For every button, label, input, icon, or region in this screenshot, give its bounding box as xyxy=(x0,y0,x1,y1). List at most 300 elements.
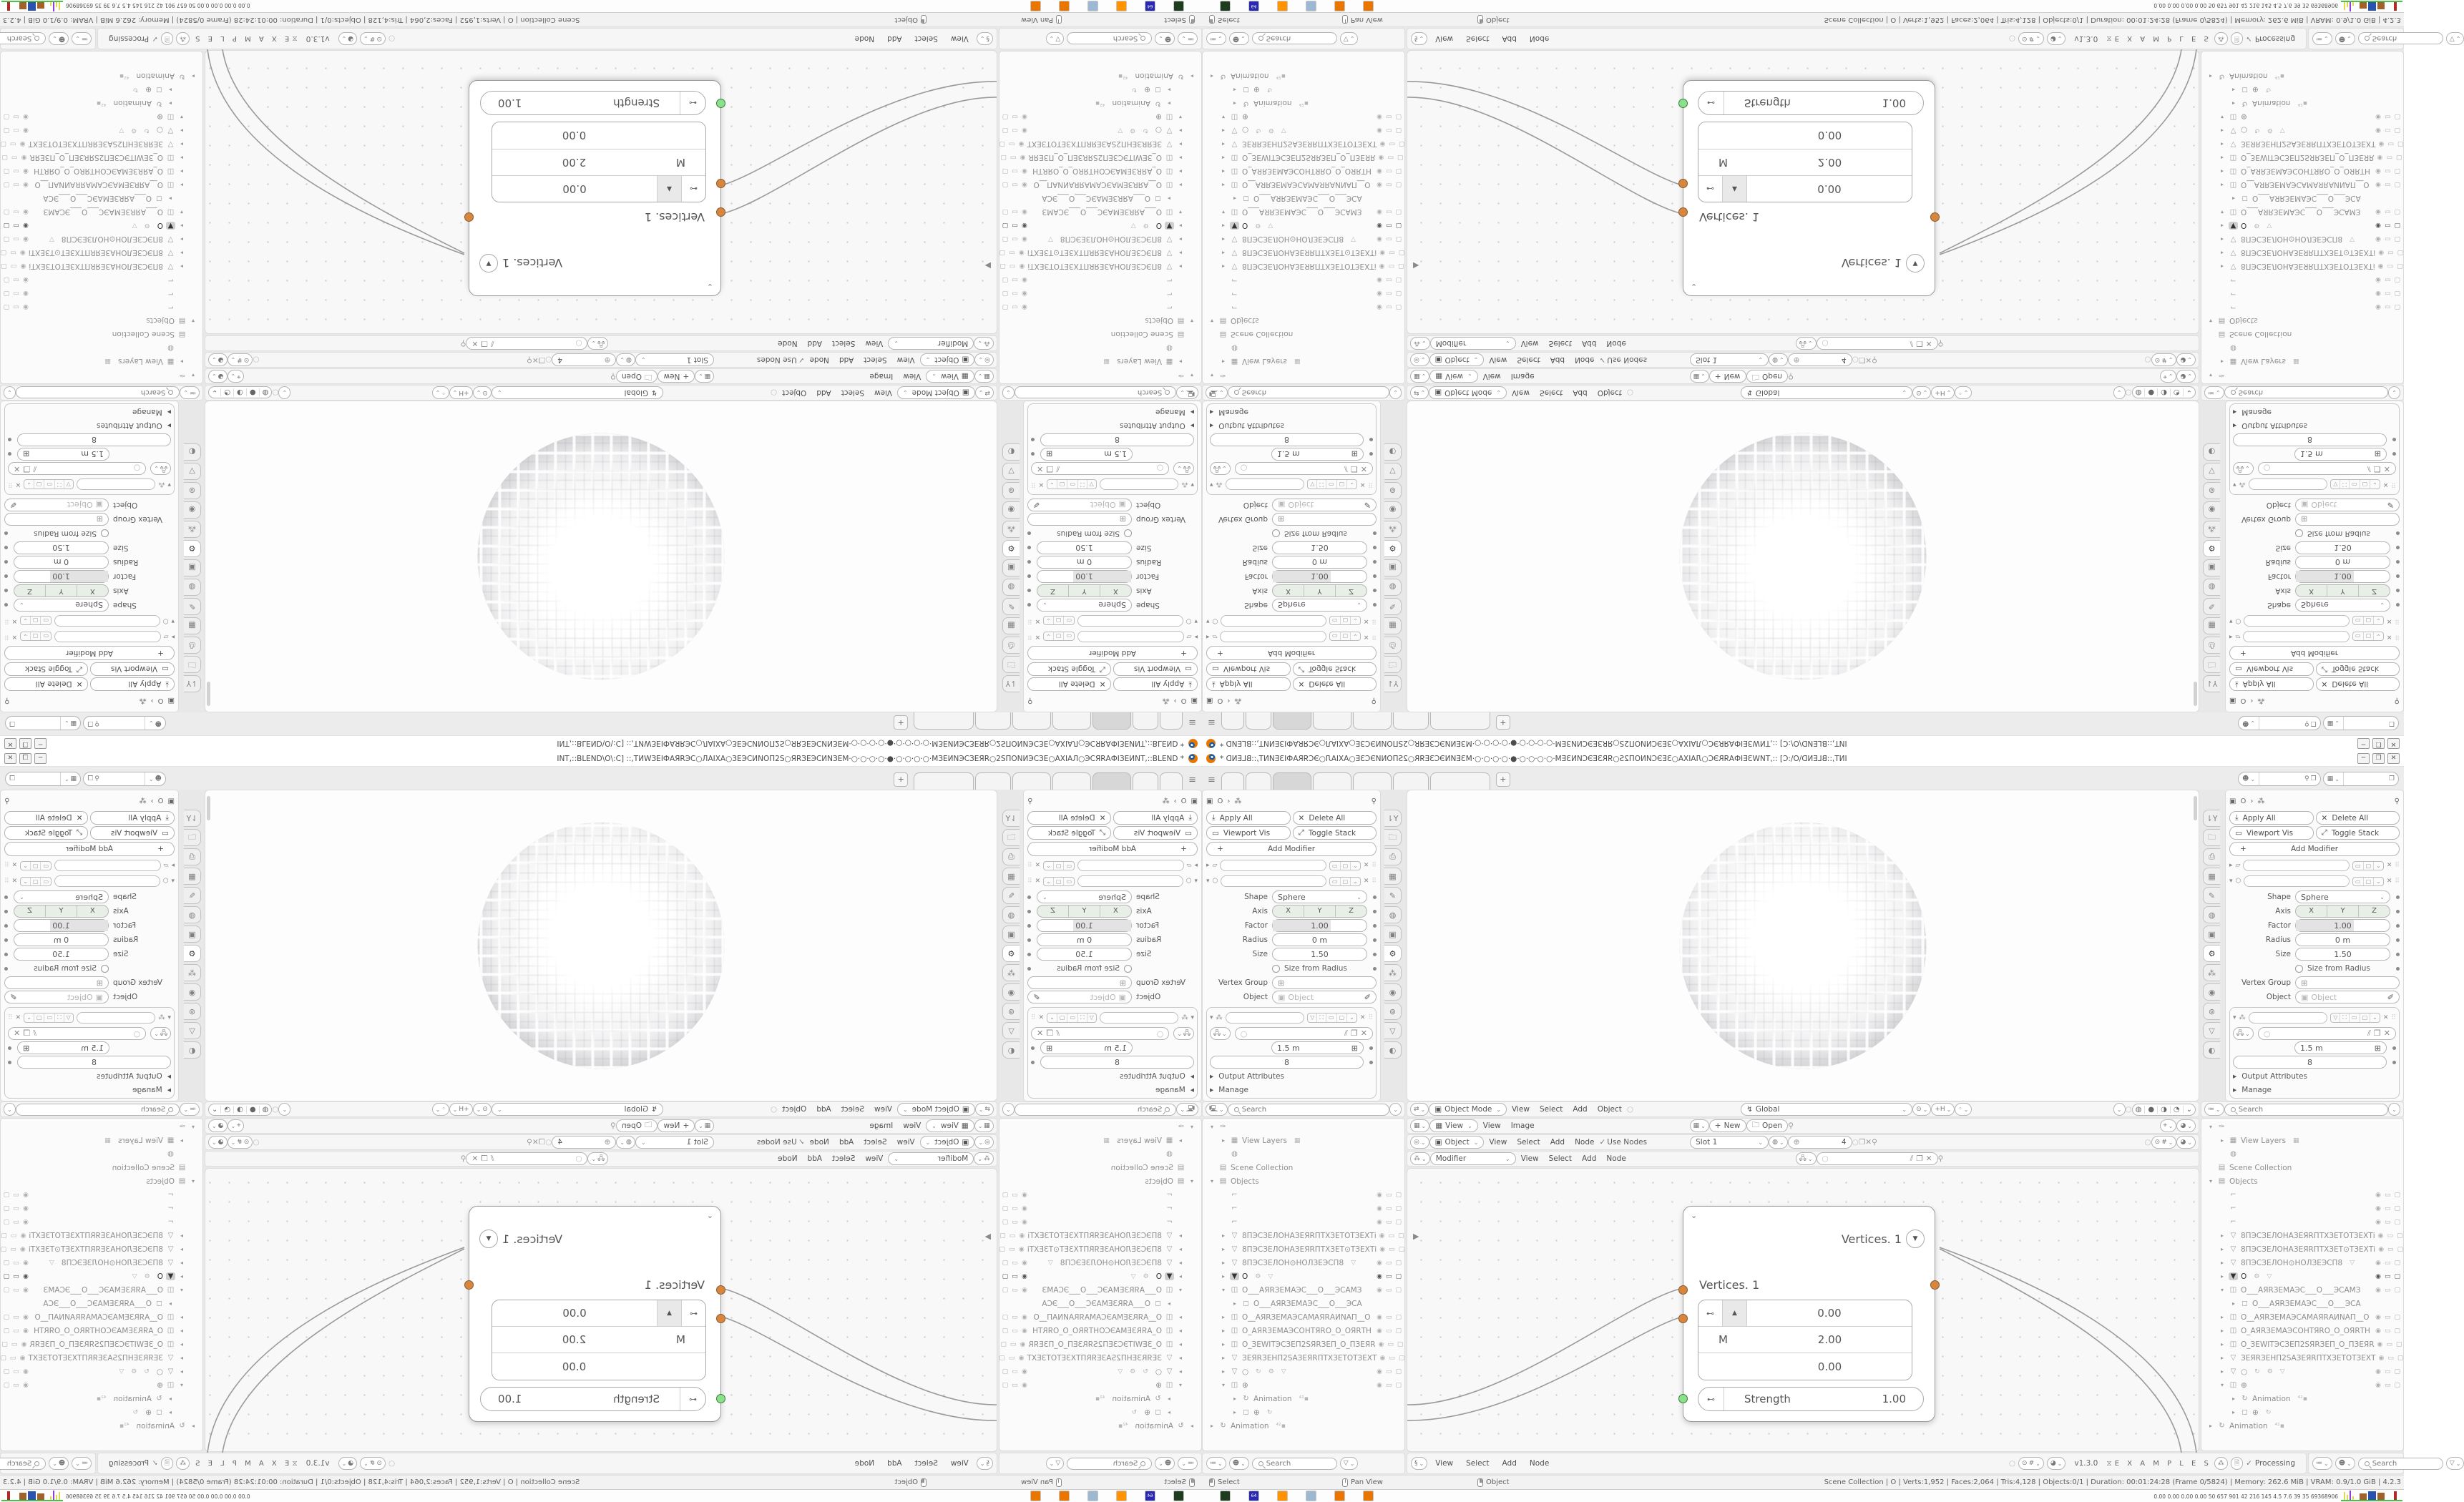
monitor-toggle-icon[interactable]: ▭ xyxy=(1063,617,1074,625)
animate-dot[interactable] xyxy=(1373,589,1377,593)
output-socket-vertices[interactable] xyxy=(464,212,474,222)
shading-wireframe-icon[interactable]: ◍ xyxy=(259,389,272,397)
outliner-item-label[interactable]: O_ЗЕWIТЭСЗЕП2SЯRЗЕП_O_ПЗЕЯR xyxy=(29,153,163,162)
search-input[interactable] xyxy=(2239,1106,2303,1114)
outliner-search[interactable] xyxy=(16,1104,180,1116)
render-disable-icon[interactable]: ▢ xyxy=(2397,1245,2404,1253)
outliner-row[interactable] xyxy=(2204,300,2400,314)
image-browse-dropdown[interactable]: ◍ ⌄ xyxy=(616,1136,635,1149)
viewport-3d[interactable] xyxy=(205,401,997,712)
shading-mode-buttons[interactable] xyxy=(2132,387,2196,399)
breadcrumb-object-id[interactable]: O xyxy=(2240,797,2247,805)
animate-dot[interactable] xyxy=(8,438,11,442)
pin-icon[interactable]: ⚲ xyxy=(527,355,532,364)
axis-toggle-group[interactable]: X Y Z xyxy=(1272,905,1367,918)
viewport-disable-icon[interactable]: ▭ xyxy=(13,1368,20,1375)
physics-icon[interactable]: ◉ xyxy=(1384,983,1402,1001)
outliner-item-label[interactable]: ○ xyxy=(1155,1367,1162,1376)
delete-all-button[interactable]: ✕ Delete All xyxy=(2316,677,2400,691)
apply-all-button[interactable]: ⤓ Apply All xyxy=(1114,677,1198,691)
render-disable-icon[interactable]: ▢ xyxy=(2394,1272,2400,1280)
hide-eye-icon[interactable]: ◉ xyxy=(1022,127,1027,134)
outliner-row[interactable] xyxy=(1206,83,1402,97)
outliner-row[interactable] xyxy=(1206,232,1402,246)
node-group-type-dropdown[interactable]: 🖧 ⌄ xyxy=(1210,462,1231,475)
apply-all-button[interactable]: ⤓ Apply All xyxy=(2229,677,2314,691)
node-group-type-dropdown[interactable]: 🖧 ⌄ xyxy=(1210,1027,1231,1040)
menu-image[interactable]: Image xyxy=(869,372,894,381)
outliner-item-label[interactable]: ЗЕЯRЗЕНП2SАЗЕЯRПТХЗЕТОТЗЕХТ xyxy=(28,139,163,149)
render-disable-icon[interactable]: ▢ xyxy=(2397,140,2404,148)
node-canvas[interactable] xyxy=(1407,1168,2199,1452)
render-disable-icon[interactable]: ▢ xyxy=(1002,303,1009,311)
object-field[interactable]: ▣ Object ✐ xyxy=(1027,499,1132,511)
shape-dropdown[interactable]: Sphere ⌄ xyxy=(1272,599,1367,612)
render-disable-icon[interactable]: ▢ xyxy=(1002,1218,1009,1226)
viewport-disable-icon[interactable]: ▭ xyxy=(2387,140,2394,148)
outliner-row[interactable] xyxy=(2204,69,2400,83)
image-name-field[interactable]: ⊕ 4 xyxy=(552,353,616,366)
overlay-dropdown[interactable]: ◕ ⌄ xyxy=(2176,1136,2196,1149)
vertex-group-field[interactable] xyxy=(1027,976,1132,989)
outliner-item-label[interactable]: Objects xyxy=(1231,316,1259,325)
pin-icon[interactable]: ⚲ xyxy=(460,339,466,348)
scene-icon[interactable]: ✎ xyxy=(1384,887,1402,904)
close-icon[interactable]: ✕ xyxy=(1359,481,1366,488)
editor-type-dropdown[interactable]: ⇄ ⌄ xyxy=(975,1103,994,1116)
close-icon[interactable]: ✕ xyxy=(1038,1014,1045,1021)
outliner-row[interactable] xyxy=(1002,1147,1198,1161)
outliner-row[interactable] xyxy=(2204,1161,2400,1174)
close-icon[interactable]: ✕ xyxy=(2386,862,2392,869)
hide-eye-icon[interactable]: ◉ xyxy=(2375,235,2381,243)
viewport-disable-icon[interactable]: ▭ xyxy=(2384,1218,2391,1226)
pin-icon[interactable]: ⚲ xyxy=(1027,697,1033,705)
outliner-search[interactable] xyxy=(1228,1104,1390,1116)
filter-owner-dropdown[interactable]: ☻ ⌄ xyxy=(49,32,69,45)
hide-eye-icon[interactable]: ◉ xyxy=(23,276,29,284)
close-icon[interactable]: ✕ xyxy=(2383,464,2390,473)
render-disable-icon[interactable]: ▢ xyxy=(2394,290,2400,298)
hamburger-icon[interactable]: ≡ xyxy=(1208,775,1216,785)
material-icon[interactable]: ◐ xyxy=(184,1041,201,1059)
outliner-item-label[interactable]: O___АЯRЗЕМАЭС___O___ЭСАМЗ xyxy=(2241,1285,2361,1295)
filter-icon[interactable]: ⇂Y xyxy=(1384,810,1402,827)
animate-dot[interactable] xyxy=(1369,1046,1373,1050)
outliner-item-label[interactable]: Animation xyxy=(136,1421,175,1430)
outliner-row[interactable] xyxy=(1002,1365,1198,1378)
overlay-dropdown[interactable]: ◕ ⌄ xyxy=(208,1136,228,1149)
outliner-row[interactable] xyxy=(999,1229,1198,1242)
animate-dot[interactable] xyxy=(2396,953,2400,956)
hide-eye-icon[interactable]: ◉ xyxy=(1377,1204,1382,1212)
animate-dot[interactable] xyxy=(2396,589,2400,593)
eyedropper-icon[interactable]: ✐ xyxy=(2387,500,2394,510)
tool-icon[interactable]: 🗀 xyxy=(2203,656,2220,673)
data-icon[interactable]: ▽ xyxy=(1002,463,1020,480)
animate-dot[interactable] xyxy=(1027,575,1031,579)
copy-icon[interactable]: ❐ xyxy=(1858,1138,1866,1147)
expand-icon[interactable]: ▸ xyxy=(2231,87,2235,93)
decorator-icon[interactable]: ⊷ xyxy=(681,176,705,202)
viewport-disable-icon[interactable]: ▭ xyxy=(1389,249,1395,257)
copy-icon[interactable]: ❐ xyxy=(1046,1029,1054,1038)
image-mode-dropdown[interactable]: ▦ View ⌄ xyxy=(926,370,974,383)
viewport-vis-button[interactable]: ▭ Viewport Vis xyxy=(1114,826,1198,840)
outliner-row[interactable] xyxy=(1206,368,1402,382)
input-attribute-icon[interactable]: ⊞ xyxy=(1351,449,1358,459)
close-button[interactable]: ✕ xyxy=(4,738,16,749)
outliner-item-label[interactable]: 8ПЭСЗЕЛОНАЗЕЯRПТХЗЕТ⊙ТЗЕХТi xyxy=(1027,1245,1162,1254)
slot-dropdown[interactable]: Slot 1 ⌄ xyxy=(635,353,714,366)
outliner-item-label[interactable]: Scene Collection xyxy=(112,330,175,339)
outliner-search[interactable] xyxy=(2358,1458,2443,1470)
hide-eye-icon[interactable]: ◉ xyxy=(1379,262,1385,270)
menu-add[interactable]: Add xyxy=(1573,1105,1588,1114)
constraint-icon[interactable]: ⊚ xyxy=(1384,482,1402,499)
outliner-row[interactable] xyxy=(1,1229,200,1242)
menu-node[interactable]: Node xyxy=(1606,1154,1626,1163)
backdrop-circle-icon[interactable]: ○ xyxy=(388,34,396,43)
expand-arrow-icon[interactable]: ▸ xyxy=(171,633,175,640)
chevron-down-icon[interactable]: ⌄ xyxy=(1046,633,1051,640)
render-disable-icon[interactable]: ▢ xyxy=(4,127,10,134)
search-input[interactable] xyxy=(2239,389,2303,397)
add-workspace-button[interactable]: + xyxy=(1496,715,1510,730)
outliner-row[interactable] xyxy=(1206,97,1402,110)
monitor-toggle-icon[interactable]: ▭ xyxy=(1330,633,1341,641)
object-icon[interactable]: ▣ xyxy=(184,926,201,943)
outliner-item-label[interactable]: View Layers xyxy=(1117,1136,1162,1145)
hide-eye-icon[interactable]: ◉ xyxy=(1022,181,1027,189)
expand-icon[interactable]: ▸ xyxy=(169,195,172,202)
viewport-disable-icon[interactable]: ▭ xyxy=(2384,1286,2391,1294)
eyedropper-icon[interactable]: ✐ xyxy=(10,992,17,1002)
menu-node[interactable]: Node xyxy=(778,339,798,348)
expand-icon[interactable]: ▸ xyxy=(180,1260,184,1266)
outliner-item-label[interactable]: O xyxy=(157,1272,163,1281)
modifier-name-field[interactable] xyxy=(1221,615,1326,627)
new-image-button[interactable]: + New xyxy=(657,1119,695,1132)
expand-icon[interactable]: ▸ xyxy=(180,236,184,242)
search-input[interactable] xyxy=(2372,35,2437,43)
animate-dot[interactable] xyxy=(2396,938,2400,942)
display-mode-dropdown[interactable]: ≔ ⌄ xyxy=(2312,32,2332,45)
viewport-disable-icon[interactable]: ▭ xyxy=(1385,1218,1392,1226)
particles-icon[interactable]: ⁂ xyxy=(184,521,201,538)
decorator-icon[interactable]: ⊷ xyxy=(1698,176,1723,202)
close-icon[interactable]: ✕ xyxy=(2383,1029,2390,1038)
menu-view[interactable]: View xyxy=(1482,372,1501,381)
outliner-item-label[interactable]: ⊕ xyxy=(2252,85,2259,94)
realtime-toggle-icon[interactable]: ⛶ xyxy=(2340,480,2350,489)
shading-rendered-icon[interactable]: ◔ xyxy=(220,1106,233,1114)
render-disable-icon[interactable]: ▢ xyxy=(1000,1340,1007,1348)
render-disable-icon[interactable]: ▢ xyxy=(1395,303,1402,311)
expand-icon[interactable]: ▸ xyxy=(192,1423,195,1429)
close-icon[interactable]: ✕ xyxy=(1925,1154,1932,1163)
vector-collapse-button[interactable]: ▲ xyxy=(657,176,681,202)
animate-dot[interactable] xyxy=(2396,924,2400,928)
decorator-icon[interactable]: ⊷ xyxy=(681,1300,705,1326)
node-group-field[interactable]: ○ ⫽ ❐ ✕ xyxy=(1235,1027,1373,1040)
animate-dot[interactable] xyxy=(4,910,8,913)
expand-icon[interactable]: ▾ xyxy=(1210,1124,1213,1130)
expand-icon[interactable]: ▸ xyxy=(2220,1355,2224,1361)
viewport-disable-icon[interactable]: ▭ xyxy=(1012,1327,1019,1335)
viewport-disable-icon[interactable]: ▭ xyxy=(1385,208,1392,216)
viewport-disable-icon[interactable]: ▭ xyxy=(1389,1354,1395,1362)
filter-dropdown[interactable]: ⌄ xyxy=(1002,1103,1015,1116)
geo-size-field[interactable]: 1.5 m ⊞ xyxy=(1040,1041,1133,1054)
size-from-radius-checkbox[interactable] xyxy=(2295,530,2303,538)
search-input[interactable] xyxy=(1242,1106,1306,1114)
render-disable-icon[interactable]: ▢ xyxy=(1395,181,1402,189)
outliner-item-label[interactable]: O__АЯRЗЕМАЭСАМАЯRАИNАП__O xyxy=(34,180,163,190)
particles-icon[interactable]: ⁂ xyxy=(1002,964,1020,981)
display-mode-dropdown[interactable]: 🖳 ⌄ xyxy=(1176,1103,1198,1116)
view-layer-selector[interactable]: ▦ ⌄ ❐ xyxy=(5,716,81,730)
animate-dot[interactable] xyxy=(2396,546,2400,550)
expand-icon[interactable]: ▸ xyxy=(2209,73,2212,79)
breadcrumb-object-id[interactable]: O xyxy=(1217,697,1223,705)
outliner-row[interactable] xyxy=(4,124,200,137)
firefox-icon[interactable] xyxy=(1277,1491,1288,1501)
edit-mode-toggle-icon[interactable]: ▽ xyxy=(2331,480,2340,489)
viewport-disable-icon[interactable]: ▭ xyxy=(13,1381,20,1389)
strength-input[interactable] xyxy=(480,1387,706,1411)
outliner-row[interactable] xyxy=(4,273,200,287)
geo-count-field[interactable]: 8 xyxy=(1040,433,1194,446)
object-icon[interactable]: ▣ xyxy=(2203,926,2220,943)
close-icon[interactable]: ✕ xyxy=(15,1014,21,1021)
expand-icon[interactable]: ▾ xyxy=(192,1124,195,1130)
copy-icon[interactable]: ❐ xyxy=(2388,775,2395,782)
expand-icon[interactable]: ▸ xyxy=(1179,1368,1183,1375)
minimize-button[interactable]: ─ xyxy=(2357,738,2370,749)
backdrop-circle-icon[interactable]: ○ xyxy=(2144,1138,2151,1147)
expand-icon[interactable]: ▸ xyxy=(1221,1327,1225,1334)
window-titlebar[interactable] xyxy=(1202,735,2404,751)
chevron-down-icon[interactable]: ⌄ xyxy=(2376,878,2381,885)
delete-all-button[interactable]: ✕ Delete All xyxy=(2316,811,2400,825)
console-icon[interactable] xyxy=(1220,1491,1231,1501)
menu-add[interactable]: Add xyxy=(1502,1459,1517,1468)
viewport-disable-icon[interactable]: ▭ xyxy=(1385,1313,1392,1321)
render-disable-icon[interactable]: ▢ xyxy=(2394,222,2400,230)
hide-eye-icon[interactable]: ◉ xyxy=(23,303,29,311)
hide-eye-icon[interactable]: ◉ xyxy=(2375,1191,2381,1199)
view-layer-icon[interactable]: ▦ xyxy=(184,868,201,885)
menu-add[interactable]: Add xyxy=(807,1154,822,1163)
workspace-tab[interactable] xyxy=(1430,712,1490,730)
texture-mode-dropdown[interactable]: ▣ Object ⌄ xyxy=(920,1136,975,1149)
node-dropdown-button[interactable]: ▼ xyxy=(479,1229,498,1248)
add-workspace-button[interactable]: + xyxy=(894,772,908,787)
node-dropdown-button[interactable]: ▼ xyxy=(1906,1229,1925,1248)
expand-icon[interactable]: ▸ xyxy=(180,1327,184,1334)
outliner-item-label[interactable]: View Layers xyxy=(118,357,163,366)
hide-eye-icon[interactable]: ◉ xyxy=(1377,1313,1382,1321)
template-button[interactable] xyxy=(161,32,173,45)
strength-value[interactable]: 1.00 xyxy=(498,1393,522,1405)
outliner-item-label[interactable]: Animation xyxy=(1135,1421,1173,1430)
nodes-button[interactable] xyxy=(2214,32,2228,45)
strength-value[interactable]: 1.00 xyxy=(1882,97,1906,109)
geo-size-field[interactable]: 1.5 m ⊞ xyxy=(1271,448,1364,461)
expand-icon[interactable]: ▸ xyxy=(1179,222,1183,229)
animate-dot[interactable] xyxy=(4,575,8,579)
snap-mode-dropdown[interactable]: +H ⌄ xyxy=(449,386,473,399)
pin-icon[interactable]: ⚲ xyxy=(527,1138,532,1147)
filter-dropdown[interactable]: ⌄ xyxy=(1389,386,1402,399)
outliner-row[interactable] xyxy=(1002,328,1198,341)
viewport-disable-icon[interactable]: ▭ xyxy=(13,1327,20,1335)
fake-user-icon[interactable]: ⫽ xyxy=(490,1154,494,1163)
expand-icon[interactable]: ▸ xyxy=(2220,263,2224,270)
size-from-radius-checkbox[interactable] xyxy=(1272,965,1280,973)
close-icon[interactable]: ✕ xyxy=(11,862,18,869)
blender-icon[interactable] xyxy=(1030,1491,1041,1501)
outliner-row[interactable] xyxy=(1002,1337,1198,1351)
outliner-row[interactable] xyxy=(2204,1283,2400,1297)
outliner-item-label[interactable]: 8ПЭСЗЕЛОН⊙НОЛЗЕЭСП8 xyxy=(61,235,163,244)
geo-count-field[interactable]: 8 xyxy=(17,1056,171,1069)
edit-mode-toggle-icon[interactable]: ▽ xyxy=(1087,1013,1096,1022)
menu-select[interactable]: Select xyxy=(1466,1459,1490,1468)
workspace-tab[interactable] xyxy=(1393,772,1429,790)
hide-eye-icon[interactable]: ◉ xyxy=(1378,1340,1384,1348)
close-icon[interactable]: ✕ xyxy=(532,355,539,364)
modifier-header-cast[interactable]: ▾ ⬡ ▭ ▢ ⌄ ✕ ⠿ xyxy=(4,614,175,628)
node-group-type-dropdown[interactable]: 🖧 ⌄ xyxy=(1796,1152,1817,1165)
chevron-down-icon[interactable]: ⌄ xyxy=(2376,617,2381,624)
filter-icon[interactable]: ⇂Y xyxy=(2203,810,2220,827)
radius-field[interactable]: 0 m xyxy=(1037,933,1132,946)
orientation-dropdown[interactable]: ↯ Global ⌄ xyxy=(1741,1103,1912,1116)
outliner-row[interactable] xyxy=(1002,341,1198,355)
viewport-disable-icon[interactable]: ▭ xyxy=(1387,1340,1394,1348)
restore-button[interactable]: ❒ xyxy=(19,738,31,749)
pin-icon[interactable]: ⚲ xyxy=(1027,797,1033,805)
vertex-group-field[interactable] xyxy=(4,976,109,989)
modifier-name-field[interactable] xyxy=(1077,631,1184,642)
render-disable-icon[interactable]: ▢ xyxy=(4,290,10,298)
close-icon[interactable]: ✕ xyxy=(1363,633,1369,640)
outliner-row[interactable] xyxy=(1002,314,1198,328)
physics-icon[interactable]: ◉ xyxy=(2203,983,2220,1001)
filter-owner-dropdown[interactable]: ☻ ⌄ xyxy=(1155,1457,1175,1470)
menu-view[interactable]: View xyxy=(950,34,969,43)
menu-view[interactable]: View xyxy=(1435,1459,1454,1468)
viewport-disable-icon[interactable]: ▭ xyxy=(2384,208,2391,216)
viewport-disable-icon[interactable]: ▭ xyxy=(1012,1204,1019,1212)
workspace-tab[interactable] xyxy=(1133,712,1158,730)
object-icon[interactable]: ▣ xyxy=(1002,559,1020,576)
output-attributes-disclosure[interactable]: ▸ Output Attributes xyxy=(1210,1071,1284,1081)
outliner-row[interactable] xyxy=(1206,205,1402,219)
close-icon[interactable]: ✕ xyxy=(1865,1138,1872,1147)
expand-arrow-icon[interactable]: ▸ xyxy=(2229,862,2233,869)
hide-eye-icon[interactable]: ◉ xyxy=(1377,1218,1382,1226)
gizmo-dropdown[interactable]: ⌖ ⌄ xyxy=(2160,370,2177,383)
toolbar-reveal-icon[interactable]: ▶ xyxy=(1413,1232,1419,1241)
hide-eye-icon[interactable]: ◉ xyxy=(23,208,29,216)
outliner-row[interactable] xyxy=(1206,1365,1402,1378)
menu-image[interactable]: Image xyxy=(869,1121,894,1130)
vector-collapse-button[interactable]: ▲ xyxy=(1723,176,1747,202)
expand-icon[interactable]: ▾ xyxy=(1191,318,1194,324)
menu-add[interactable]: Add xyxy=(1582,1154,1597,1163)
modifier-wrench-icon[interactable]: ⚙ xyxy=(1002,945,1020,962)
outliner-row[interactable] xyxy=(1206,1120,1402,1134)
texture-mode-dropdown[interactable]: ▣ Object ⌄ xyxy=(1429,1136,1485,1149)
render-disable-icon[interactable]: ▢ xyxy=(1398,1245,1405,1253)
view-layer-name-field[interactable] xyxy=(2344,717,2385,730)
animate-dot[interactable] xyxy=(4,953,8,956)
nodes-button[interactable] xyxy=(176,32,190,45)
workspace-tab[interactable] xyxy=(1221,712,1244,730)
render-disable-icon[interactable]: ▢ xyxy=(1002,1327,1009,1335)
snap-mode-dropdown[interactable]: +H ⌄ xyxy=(449,1103,473,1116)
menu-node[interactable]: Node xyxy=(1529,1459,1550,1468)
data-icon[interactable]: ▽ xyxy=(2203,1022,2220,1039)
editor-type-dropdown[interactable]: § ⌄ xyxy=(977,32,993,45)
outliner-item-label[interactable]: ЗЕЯRЗЕНП2SАЗЕЯRПТХЗЕТОТЗЕХТ xyxy=(2241,1353,2376,1363)
copy-icon[interactable]: ❐ xyxy=(2310,775,2317,782)
backdrop-circle-icon[interactable]: ○ xyxy=(2008,1459,2016,1468)
geonodes-mode-dropdown[interactable]: Modifier ⌄ xyxy=(1430,337,1516,350)
modifier-header-geonodes[interactable]: ▾ ⁂ ▽ ⛶ ▭ ▢ ⌄ ✕ ⠿ xyxy=(1210,477,1373,491)
display-mode-dropdown[interactable]: ≔ ⌄ xyxy=(1206,32,1226,45)
search-input[interactable] xyxy=(2372,1460,2437,1468)
input-socket-vertices[interactable] xyxy=(1678,207,1688,217)
node-group-type-dropdown[interactable]: 🖧 ⌄ xyxy=(150,1027,171,1040)
expand-icon[interactable]: ▸ xyxy=(169,1409,172,1415)
viewport-disable-icon[interactable]: ▭ xyxy=(2384,1259,2391,1267)
outliner-row[interactable] xyxy=(1002,205,1198,219)
view-layer-selector[interactable]: ▦ ⌄ ❐ xyxy=(5,772,81,786)
render-disable-icon[interactable]: ▢ xyxy=(2394,1286,2400,1294)
backdrop-circle-icon[interactable]: ○ xyxy=(253,1138,260,1147)
monitor-toggle-icon[interactable]: ▭ xyxy=(40,633,51,641)
outliner-row[interactable] xyxy=(4,1310,200,1324)
world-icon[interactable]: ◍ xyxy=(1384,906,1402,923)
constraint-icon[interactable]: ⊚ xyxy=(2203,482,2220,499)
tool-icon[interactable]: 🗀 xyxy=(1002,656,1020,673)
expand-icon[interactable]: ▸ xyxy=(180,141,184,147)
outliner-row[interactable] xyxy=(1002,1405,1198,1419)
size-field[interactable]: 1.50 xyxy=(14,948,109,961)
realtime-toggle-icon[interactable]: ⛶ xyxy=(54,480,64,489)
greeble-sphere-object[interactable] xyxy=(478,433,725,680)
factor-slider[interactable]: 1.00 xyxy=(1272,570,1367,583)
animate-dot[interactable] xyxy=(1031,1046,1035,1050)
strength-value[interactable]: 1.00 xyxy=(1882,1393,1906,1405)
outliner-search[interactable] xyxy=(1228,387,1390,399)
outliner-search[interactable] xyxy=(1252,33,1337,45)
copy-icon[interactable]: ❐ xyxy=(1916,339,1923,348)
viewport-disable-icon[interactable]: ▭ xyxy=(1388,262,1395,270)
render-disable-icon[interactable]: ▢ xyxy=(1002,1381,1009,1389)
outliner-row[interactable] xyxy=(4,69,200,83)
render-disable-icon[interactable]: ▢ xyxy=(2397,249,2404,257)
outliner-row[interactable] xyxy=(1206,246,1405,260)
outliner-row[interactable] xyxy=(2204,1310,2400,1324)
render-toggle-icon[interactable]: ▢ xyxy=(1337,480,1348,489)
outliner-row[interactable] xyxy=(1206,178,1402,192)
pin-icon[interactable]: ⚲ xyxy=(94,720,99,727)
